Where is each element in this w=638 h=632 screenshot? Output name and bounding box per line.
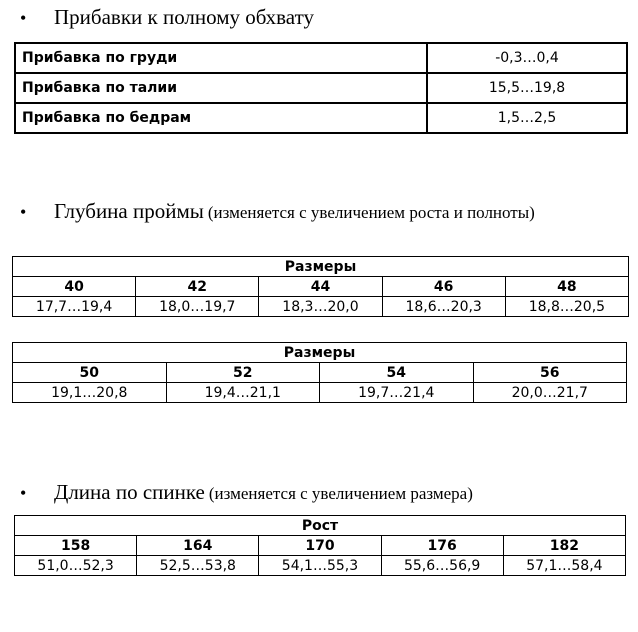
value-cell: 18,0…19,7 — [136, 297, 259, 317]
size-row — [13, 277, 629, 297]
value-cell: 20,0…21,7 — [473, 383, 627, 403]
height-cell: 170 — [259, 536, 381, 556]
table-row — [15, 103, 627, 133]
section-title: Длина по спинке — [54, 480, 205, 504]
size-cell: 42 — [136, 277, 259, 297]
size-cell: 54 — [320, 363, 474, 383]
value-row — [15, 556, 626, 576]
height-cell: 164 — [137, 536, 259, 556]
table-row — [15, 43, 627, 73]
value-cell: 51,0…52,3 — [15, 556, 137, 576]
row-value: 15,5…19,8 — [427, 73, 627, 103]
section-heading-armhole-depth — [20, 199, 535, 224]
armhole-table-sizes-50-56 — [12, 342, 627, 403]
value-cell: 57,1…58,4 — [503, 556, 625, 576]
table-header-row — [15, 516, 626, 536]
value-cell: 18,3…20,0 — [259, 297, 382, 317]
section-subtitle: (изменяется с увеличением размера) — [208, 484, 473, 503]
value-cell: 19,4…21,1 — [166, 383, 320, 403]
row-label: Прибавка по груди — [15, 43, 427, 73]
row-label: Прибавка по талии — [15, 73, 427, 103]
value-cell: 18,6…20,3 — [382, 297, 505, 317]
size-cell: 50 — [13, 363, 167, 383]
value-row — [13, 383, 627, 403]
height-cell: 176 — [381, 536, 503, 556]
bullet-icon: • — [20, 202, 27, 222]
value-cell: 52,5…53,8 — [137, 556, 259, 576]
bullet-icon: • — [20, 483, 27, 503]
row-label: Прибавка по бедрам — [15, 103, 427, 133]
section-heading-allowances — [20, 5, 314, 30]
height-cell: 158 — [15, 536, 137, 556]
table-header: Размеры — [13, 257, 629, 277]
value-cell: 19,7…21,4 — [320, 383, 474, 403]
bullet-icon: • — [20, 8, 27, 28]
row-value: -0,3…0,4 — [427, 43, 627, 73]
value-cell: 54,1…55,3 — [259, 556, 381, 576]
section-title: Глубина проймы — [54, 199, 204, 223]
height-row — [15, 536, 626, 556]
allowances-table — [14, 42, 628, 134]
section-heading-back-length — [20, 480, 473, 505]
size-cell: 44 — [259, 277, 382, 297]
table-header: Размеры — [13, 343, 627, 363]
section-subtitle: (изменяется с увеличением роста и полноты) — [207, 203, 535, 222]
row-value: 1,5…2,5 — [427, 103, 627, 133]
value-cell: 55,6…56,9 — [381, 556, 503, 576]
value-cell: 18,8…20,5 — [505, 297, 628, 317]
height-cell: 182 — [503, 536, 625, 556]
size-cell: 52 — [166, 363, 320, 383]
size-cell: 40 — [13, 277, 136, 297]
size-cell: 56 — [473, 363, 627, 383]
table-header: Рост — [15, 516, 626, 536]
value-cell: 17,7…19,4 — [13, 297, 136, 317]
section-title: Прибавки к полному обхвату — [54, 5, 314, 29]
size-cell: 46 — [382, 277, 505, 297]
value-cell: 19,1…20,8 — [13, 383, 167, 403]
table-header-row — [13, 343, 627, 363]
table-header-row — [13, 257, 629, 277]
armhole-table-sizes-40-48 — [12, 256, 629, 317]
value-row — [13, 297, 629, 317]
back-length-table — [14, 515, 626, 576]
size-row — [13, 363, 627, 383]
table-row — [15, 73, 627, 103]
size-cell: 48 — [505, 277, 628, 297]
